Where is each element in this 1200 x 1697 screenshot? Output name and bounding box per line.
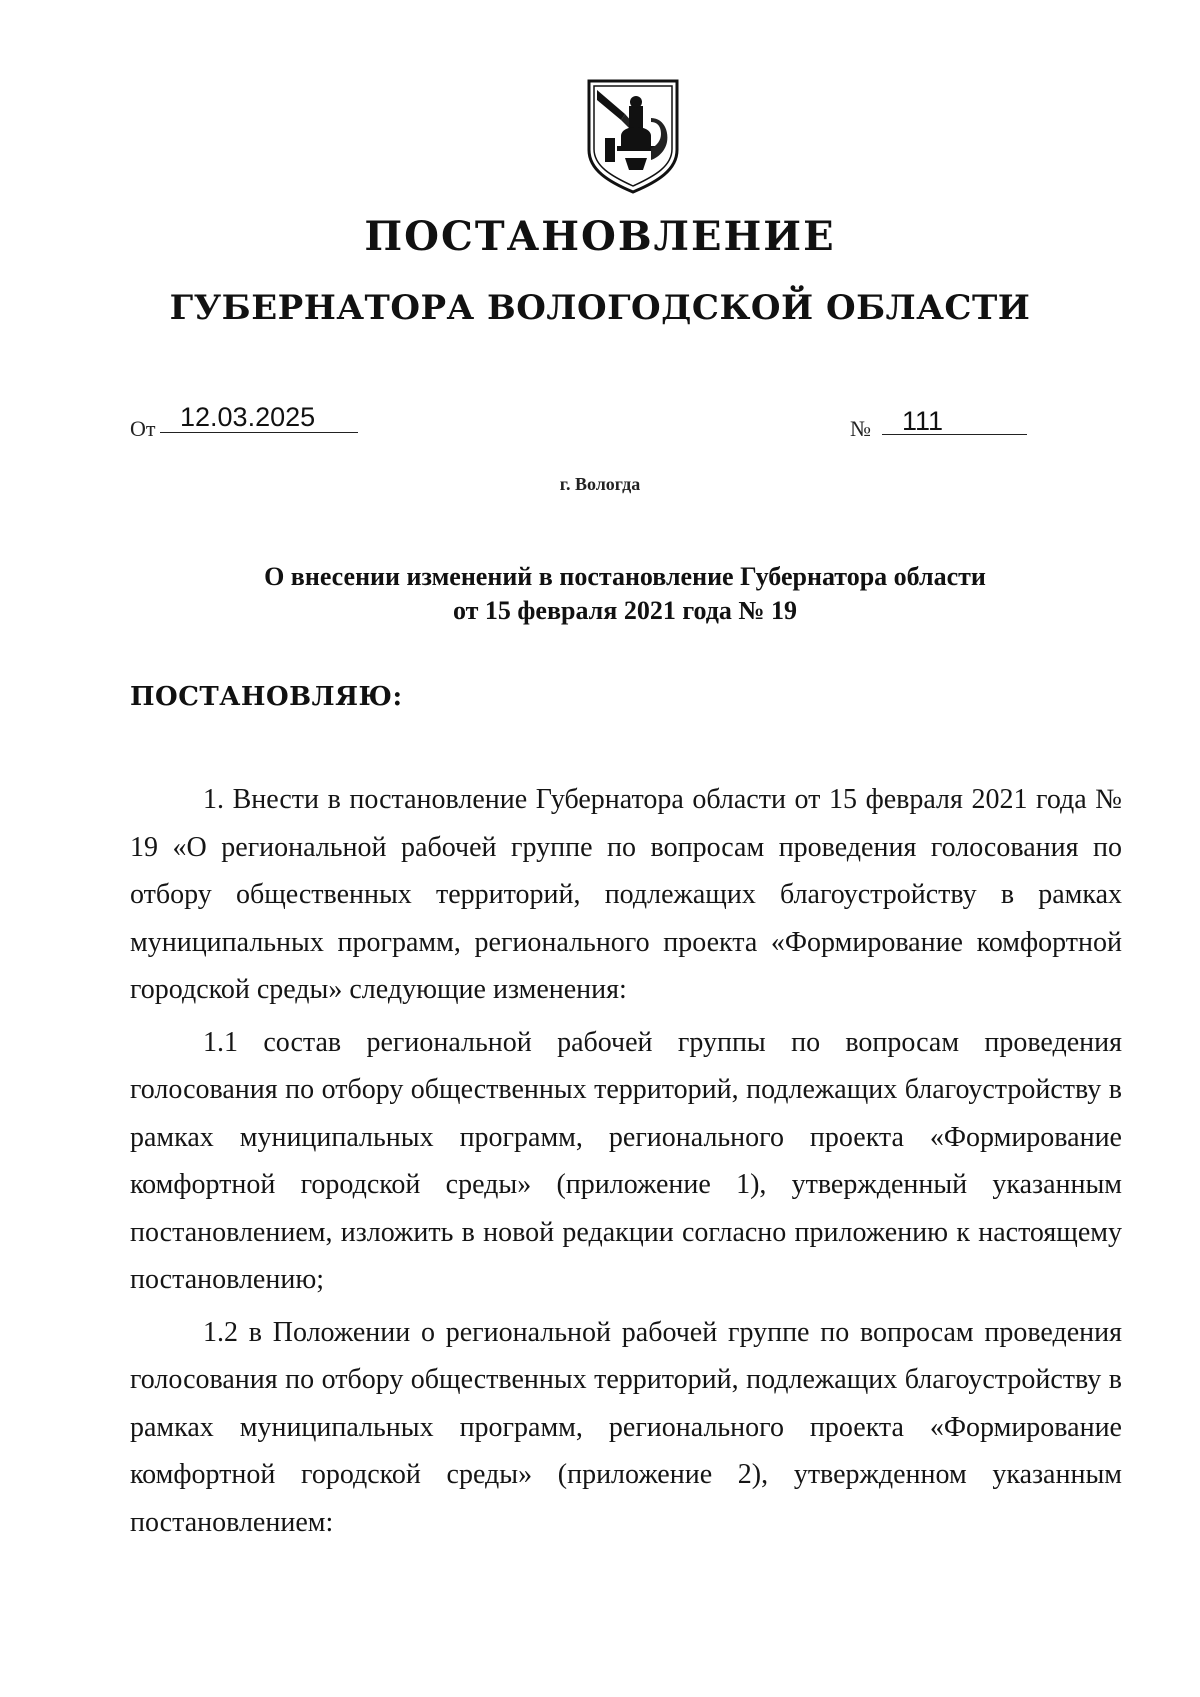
city-name: г. Вологда [559,474,641,494]
decree-heading: ПОСТАНОВЛЯЮ: [130,682,403,712]
subject-line-1: О внесении изменений в постановление Губернатора области [264,562,986,591]
number-label: № [850,416,871,441]
number-value: 111 [902,406,944,436]
subject-line-2: от 15 февраля 2021 года № 19 [452,596,798,625]
document-body [130,776,1122,1551]
document-title: ПОСТАНОВЛЕНИЕ [364,213,836,260]
document-subject [0,560,1200,628]
date-label: От [130,416,156,441]
paragraph-1-1: 1.1 состав региональной рабочей группы по вопросам проведения голосования по отбору общественных территорий, подлежащих благоустройству в рамках муниципальных программ, регионального проекта «Формирование комфортной городской среды» (приложение 1), утвержденный указанным постановлением, изложить в новой редакции согласно приложению к настоящему постановлению; [130,1026,1122,1295]
coat-of-arms-emblem [585,78,681,196]
paragraph-1-2: 1.2 в Положении о региональной рабочей группе по вопросам проведения голосования по отбору общественных территорий, подлежащих благоустройству в рамках муниципальных программ, регионального проекта «Формирование комфортной городской среды» (приложение 2), утвержденном указанным постановлением: [130,1316,1122,1538]
document-subtitle: ГУБЕРНАТОРА ВОЛОГОДСКОЙ ОБЛАСТИ [169,288,1031,328]
date-value: 12.03.2025 [180,402,316,432]
date-underline [160,432,358,433]
paragraph-1: 1. Внести в постановление Губернатора области от 15 февраля 2021 года № 19 «О региональной рабочей группе по вопросам проведения голосования по отбору общественных территорий, подлежащих благоустройству в рамках муниципальных программ, регионального проекта «Формирование комфортной городской среды» следующие изменения: [130,784,1122,1005]
number-underline [882,434,1027,435]
